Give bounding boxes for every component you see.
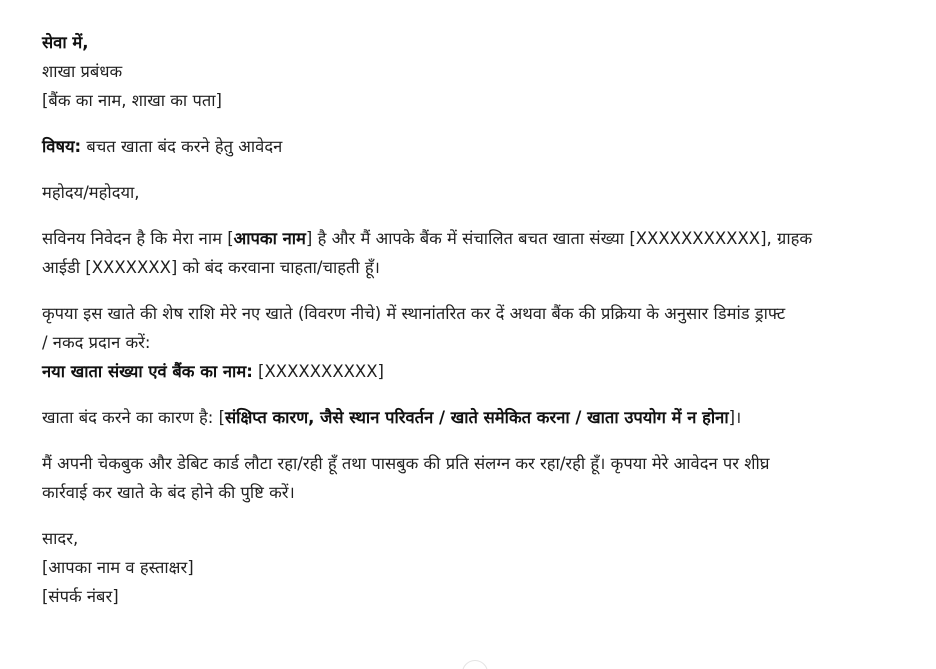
name-placeholder: आपका नाम (233, 229, 306, 248)
reason-suffix: ]। (728, 408, 742, 427)
return-items-line-1: मैं अपनी चेकबुक और डेबिट कार्ड लौटा रहा/रही हूँ तथा पासबुक की प्रति संलग्न कर रहा/रही हूँ। कृपया मेरे आवेदन पर शीघ्र (42, 454, 770, 473)
return-items-line-2: कार्रवाई कर खाते के बंद होने की पुष्टि करें। (42, 483, 295, 502)
reason-text: संक्षिप्त कारण, जैसे स्थान परिवर्तन / खाते समेकित करना / खाता उपयोग में न होना (225, 408, 729, 427)
reason-line (42, 403, 912, 432)
scroll-indicator-icon (462, 660, 488, 669)
new-account-label: नया खाता संख्या एवं बैंक का नाम: (42, 362, 253, 381)
request-text-account: ] है और मैं आपके बैंक में संचालित बचत खाता संख्या [XXXXXXXXXXX], ग्राहक (305, 229, 813, 248)
transfer-line-2: / नकद प्रदान करें: (42, 333, 151, 352)
paragraph-transfer (42, 299, 912, 386)
paragraph-return-items (42, 449, 912, 507)
subject-line (42, 132, 912, 161)
closing-regards: सादर, (42, 529, 79, 548)
subject-text: बचत खाता बंद करने हेतु आवेदन (81, 137, 283, 156)
transfer-line-1: कृपया इस खाते की शेष राशि मेरे नए खाते (विवरण नीचे) में स्थानांतरित कर दें अथवा बैंक की प्रक्रिया के अनुसार डिमांड ड्राफ्ट (42, 304, 786, 323)
paragraph-request-line-1 (42, 224, 912, 253)
closing-block (42, 524, 912, 611)
new-account-line (42, 357, 912, 386)
new-account-value: [XXXXXXXXXX] (252, 362, 384, 381)
address-block (42, 28, 912, 115)
paragraph-request-line-2: आईडी [XXXXXXX] को बंद करवाना चाहता/चाहती हूँ। (42, 258, 380, 277)
contact-placeholder: [संपर्क नंबर] (42, 587, 119, 606)
paragraph-request (42, 224, 912, 282)
request-text-start: सविनय निवेदन है कि मेरा नाम [ (42, 229, 234, 248)
subject-label: विषय: (42, 137, 82, 156)
salutation: सेवा में, (42, 33, 89, 52)
bank-address-placeholder: [बैंक का नाम, शाखा का पता] (42, 91, 222, 110)
letter-document (42, 28, 912, 611)
recipient-designation: शाखा प्रबंधक (42, 62, 123, 81)
greeting: महोदय/महोदया, (42, 183, 140, 202)
signature-placeholder: [आपका नाम व हस्ताक्षर] (42, 558, 194, 577)
reason-prefix: खाता बंद करने का कारण है: [ (42, 408, 226, 427)
